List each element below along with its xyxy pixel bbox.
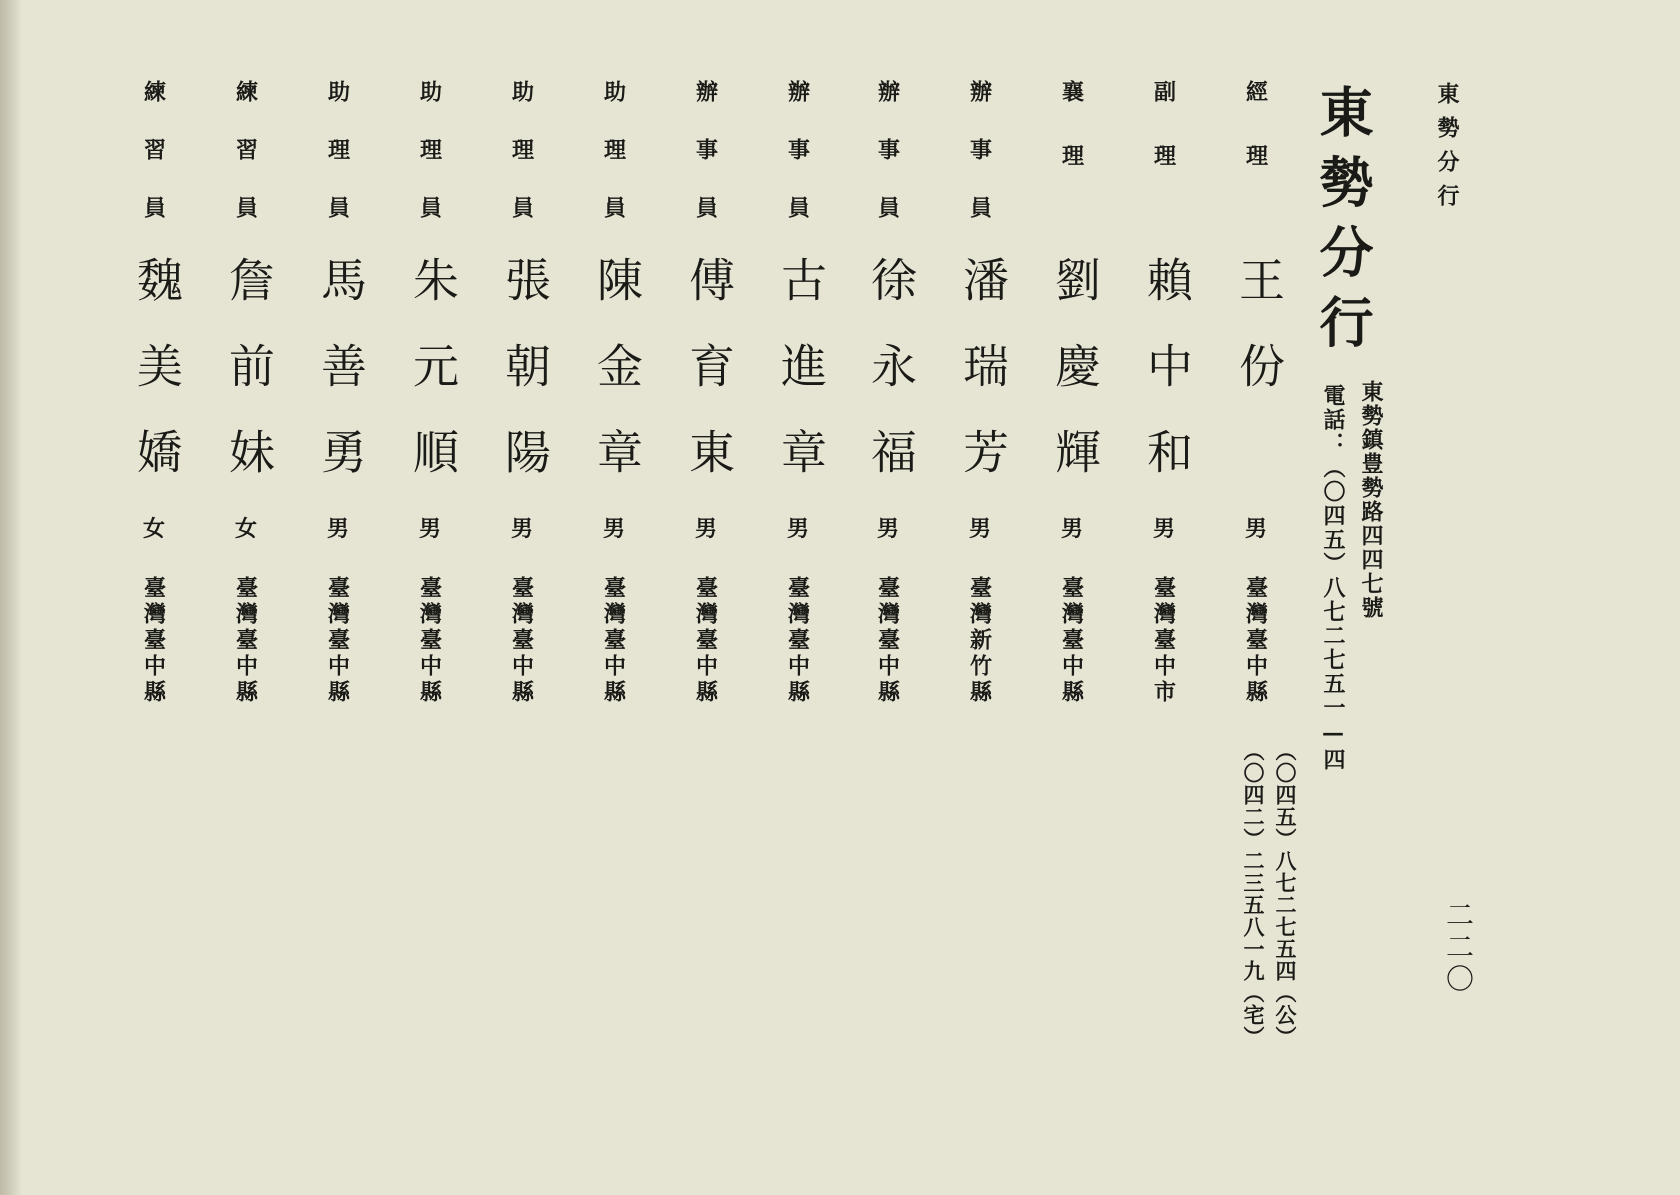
staff-sex: 男	[1060, 516, 1083, 542]
staff-title: 辦事員	[784, 80, 811, 254]
branch-phone: 電話：（〇四五）八七二七五一—四	[1320, 384, 1346, 772]
staff-sex: 男	[418, 516, 441, 542]
staff-origin: 臺灣臺中縣	[784, 576, 811, 706]
staff-entry	[400, 80, 460, 780]
staff-name: 潘瑞芳	[956, 256, 1010, 514]
staff-title: 練習員	[232, 80, 259, 254]
staff-title: 襄理	[1058, 80, 1085, 208]
staff-sex: 男	[602, 516, 625, 542]
page-number: 二二〇	[1442, 900, 1475, 996]
staff-entry	[124, 80, 184, 780]
staff-entry	[768, 80, 828, 780]
staff-entry	[308, 80, 368, 780]
staff-origin: 臺灣臺中縣	[874, 576, 901, 706]
staff-entry	[492, 80, 552, 780]
staff-sex: 女	[234, 516, 257, 542]
staff-origin: 臺灣臺中縣	[1242, 576, 1269, 706]
staff-name: 馬善勇	[314, 256, 368, 514]
staff-name: 劉慶輝	[1048, 256, 1102, 514]
staff-entry	[858, 80, 918, 780]
staff-sex: 男	[786, 516, 809, 542]
staff-origin: 臺灣臺中市	[1150, 576, 1177, 706]
staff-sex: 男	[876, 516, 899, 542]
staff-entry	[676, 80, 736, 780]
staff-sex: 男	[694, 516, 717, 542]
staff-entry	[1134, 80, 1194, 780]
staff-title: 助理員	[508, 80, 535, 254]
staff-entry	[1042, 80, 1102, 780]
staff-name: 傅育東	[682, 256, 736, 514]
staff-origin: 臺灣臺中縣	[692, 576, 719, 706]
staff-sex: 男	[1152, 516, 1175, 542]
staff-origin: 臺灣臺中縣	[600, 576, 627, 706]
staff-name: 王份	[1232, 256, 1286, 428]
staff-name: 賴中和	[1140, 256, 1194, 514]
staff-entry	[216, 80, 276, 780]
staff-title: 辦事員	[874, 80, 901, 254]
staff-phone-list	[1232, 740, 1302, 1080]
staff-title: 助理員	[324, 80, 351, 254]
staff-name: 朱元順	[406, 256, 460, 514]
staff-origin: 臺灣臺中縣	[232, 576, 259, 706]
branch-address: 東勢鎮豊勢路四四七號	[1358, 380, 1384, 620]
staff-origin: 臺灣臺中縣	[508, 576, 535, 706]
staff-sex: 男	[1244, 516, 1267, 542]
staff-office-phone: （〇四五）八七二七五四（公）	[1273, 740, 1298, 1048]
staff-name: 徐永福	[864, 256, 918, 514]
staff-name: 詹前妹	[222, 256, 276, 514]
staff-title: 助理員	[600, 80, 627, 254]
staff-entry	[584, 80, 644, 780]
staff-home-phone: （〇四二）二三五八一九（宅）	[1241, 740, 1266, 1048]
staff-name: 魏美嬌	[130, 256, 184, 514]
staff-title: 助理員	[416, 80, 443, 254]
staff-sex: 男	[326, 516, 349, 542]
staff-name: 張朝陽	[498, 256, 552, 514]
staff-title: 辦事員	[692, 80, 719, 254]
staff-title: 練習員	[140, 80, 167, 254]
staff-title: 辦事員	[966, 80, 993, 254]
branch-title: 東勢分行	[1311, 84, 1375, 364]
staff-sex: 女	[142, 516, 165, 542]
staff-sex: 男	[510, 516, 533, 542]
staff-origin: 臺灣臺中縣	[416, 576, 443, 706]
staff-origin: 臺灣臺中縣	[1058, 576, 1085, 706]
staff-title: 副理	[1150, 80, 1177, 208]
page-binding-shadow	[0, 0, 22, 1195]
staff-origin: 臺灣臺中縣	[324, 576, 351, 706]
running-head: 東勢分行	[1434, 82, 1460, 218]
staff-origin: 臺灣新竹縣	[966, 576, 993, 706]
staff-origin: 臺灣臺中縣	[140, 576, 167, 706]
staff-entry	[950, 80, 1010, 780]
staff-title: 經理	[1242, 80, 1269, 208]
staff-entry	[1226, 80, 1286, 780]
staff-name: 古進章	[774, 256, 828, 514]
staff-sex: 男	[968, 516, 991, 542]
staff-name: 陳金章	[590, 256, 644, 514]
